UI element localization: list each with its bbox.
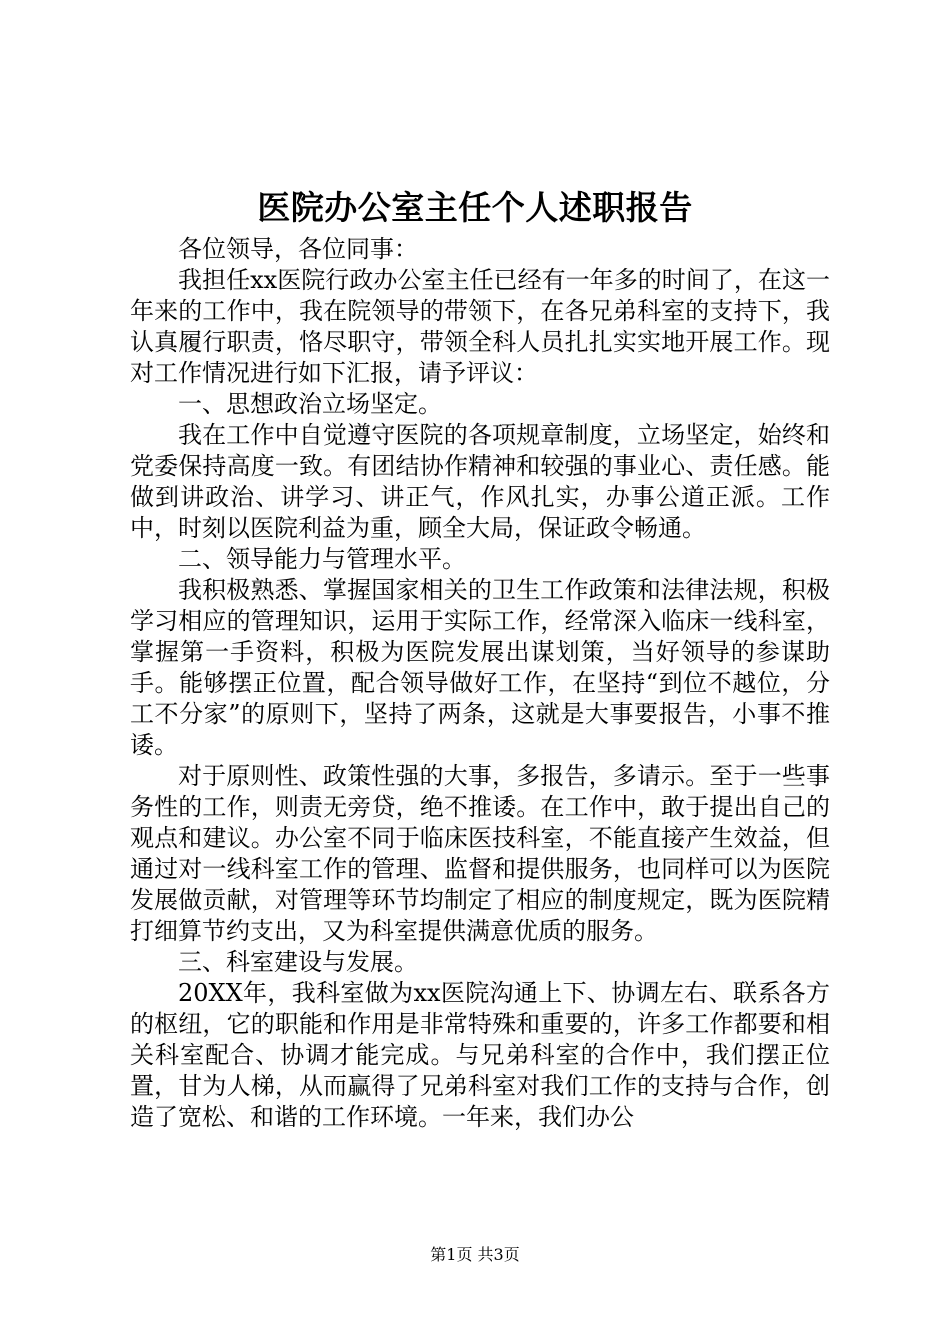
document-body bbox=[130, 234, 830, 1133]
section-heading-2: 二、领导能力与管理水平。 bbox=[178, 545, 466, 573]
section-heading-1: 一、思想政治立场坚定。 bbox=[178, 390, 442, 418]
body-paragraph: 20XX年，我科室做为xx医院沟通上下、协调左右、联系各方的枢纽，它的职能和作用是非常特殊和重要的，许多工作都要和相关科室配合、协调才能完成。与兄弟科室的合作中，我们摆正位置，甘为人梯，从而赢得了兄弟科室对我们工作的支持与合作，创造了宽松、和谐的工作环境。一年来，我们办公 bbox=[130, 979, 830, 1131]
greeting-paragraph: 各位领导，各位同事： bbox=[178, 235, 418, 263]
page-number-footer: 第1页 共3页 bbox=[430, 1245, 520, 1264]
body-paragraph: 我在工作中自觉遵守医院的各项规章制度，立场坚定，始终和党委保持高度一致。有团结协作精神和较强的事业心、责任感。能做到讲政治、讲学习、讲正气，作风扎实，办事公道正派。工作中，时刻以医院利益为重，顾全大局，保证政令畅通。 bbox=[130, 421, 830, 542]
body-paragraph: 我积极熟悉、掌握国家相关的卫生工作政策和法律法规，积极学习相应的管理知识，运用于实际工作，经常深入临床一线科室，掌握第一手资料，积极为医院发展出谋划策，当好领导的参谋助手。能够摆正位置，配合领导做好工作，在坚持“到位不越位，分工不分家”的原则下，坚持了两条，这就是大事要报告，小事不推诿。 bbox=[130, 576, 830, 759]
document-title: 医院办公室主任个人述职报告 bbox=[257, 188, 693, 227]
body-paragraph: 对于原则性、政策性强的大事，多报告，多请示。至于一些事务性的工作，则责无旁贷，绝不推诿。在工作中，敢于提出自己的观点和建议。办公室不同于临床医技科室，不能直接产生效益，但通过对一线科室工作的管理、监督和提供服务，也同样可以为医院发展做贡献，对管理等环节均制定了相应的制度规定，既为医院精打细算节约支出，又为科室提供满意优质的服务。 bbox=[130, 762, 830, 945]
section-heading-3: 三、科室建设与发展。 bbox=[178, 948, 418, 976]
intro-paragraph: 我担任xx医院行政办公室主任已经有一年多的时间了，在这一年来的工作中，我在院领导的带领下，在各兄弟科室的支持下，我认真履行职责，恪尽职守，带领全科人员扎扎实实地开展工作。现对工作情况进行如下汇报，请予评议： bbox=[130, 266, 830, 387]
